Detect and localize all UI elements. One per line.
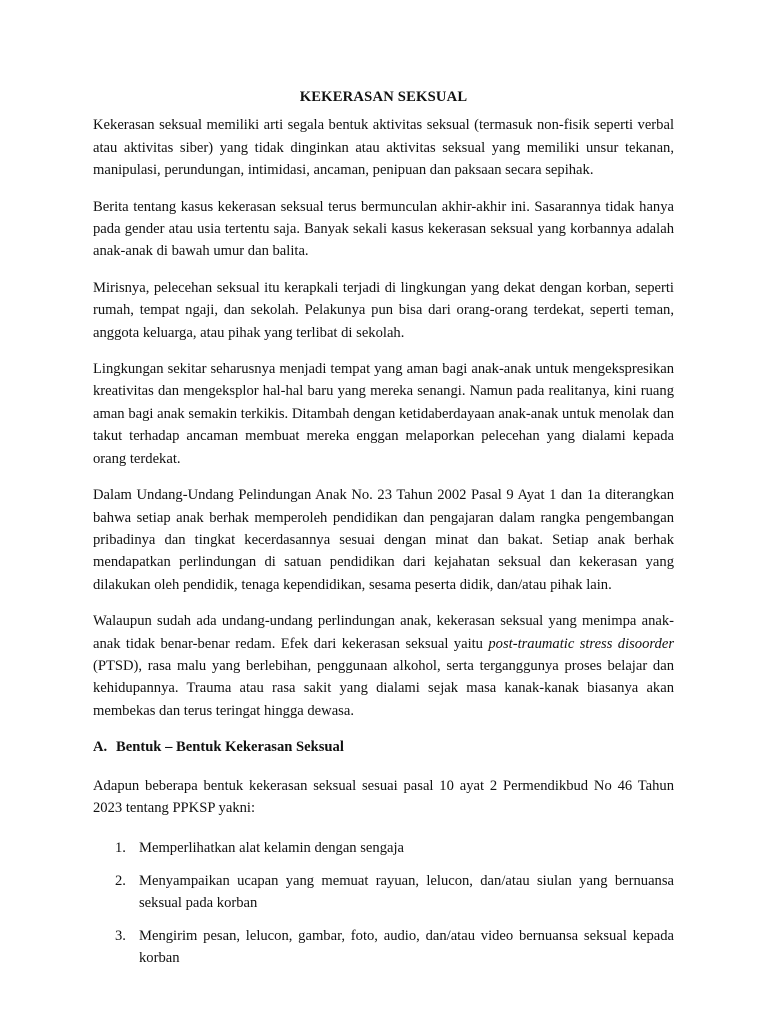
paragraph-effects-before: Walaupun sudah ada undang-undang perlindungan anak, kekerasan seksual yang menimpa anak-anak tidak benar-benar redam. Efek dari kekerasan seksual yaitu — [93, 613, 674, 652]
paragraph-effects-italic: post-traumatic stress disoorder — [488, 635, 674, 652]
paragraph-location: Mirisnya, pelecehan seksual itu kerapkali terjadi di lingkungan yang dekat dengan korban, seperti rumah, tempat ngaji, dan sekolah. Pelakunya pun bisa dari orang-orang terdekat, seperti teman, anggota keluarga, atau pihak yang terlibat di sekolah. — [93, 279, 674, 341]
section-heading — [93, 736, 674, 758]
list-item-text: Mengirim pesan, lelucon, gambar, foto, audio, dan/atau video bernuansa seksual kepada korban — [139, 927, 674, 966]
paragraph-effects-after: (PTSD), rasa malu yang berlebihan, penggunaan alkohol, serta terganggunya proses belajar dan kehidupannya. Trauma atau rasa sakit yang dialami sejak masa kanak-kanak biasanya akan membekas dan terus teringat hingga dewasa. — [93, 657, 674, 719]
list-item-text: Memperlihatkan alat kelamin dengan sengaja — [139, 840, 405, 857]
list-item-number: 3. — [115, 927, 126, 944]
paragraph-environment: Lingkungan sekitar seharusnya menjadi tempat yang aman bagi anak-anak untuk mengekspresikan kreativitas dan mengeksplor hal-hal baru yang mereka senangi. Namun pada realitanya, kini ruang aman bagi anak semakin terkikis. Ditambah dengan ketidaberdayaan anak-anak untuk menolak dan takut terhadap ancaman membuat mereka enggan melaporkan pelecehan yang dialami kepada orang terdekat. — [93, 361, 674, 467]
paragraph-effects — [93, 610, 674, 722]
document-title: KEKERASAN SEKSUAL — [299, 89, 468, 105]
section-intro: Adapun beberapa bentuk kekerasan seksual sesuai pasal 10 ayat 2 Permendikbud No 46 Tahun 2023 tentang PPKSP yakni: — [93, 777, 674, 816]
list-item-number: 1. — [115, 840, 126, 857]
section-letter: A. — [93, 739, 108, 756]
paragraph-law: Dalam Undang-Undang Pelindungan Anak No. 23 Tahun 2002 Pasal 9 Ayat 1 dan 1a diterangkan bahwa setiap anak berhak memperoleh pendidikan dan pengajaran dalam rangka pengembangan pribadinya dan tingkat kecerdasannya sesuai dengan minat dan bakat. Setiap anak berhak mendapatkan perlindungan di satuan pendidikan dari kejahatan seksual dan kekerasan yang dilakukan oleh pendidik, tenaga kependidikan, sesama peserta didik, dan/atau pihak lain. — [93, 487, 674, 593]
list-item-number: 2. — [115, 872, 126, 889]
list-item — [93, 870, 674, 915]
paragraph-definition: Kekerasan seksual memiliki arti segala bentuk aktivitas seksual (termasuk non-fisik seperti verbal atau aktivitas siber) yang tidak dinginkan atau aktivitas seksual yang memiliki unsur tekanan, manipulasi, perundungan, intimidasi, ancaman, penipuan dan paksaan secara sepihak. — [93, 117, 674, 179]
forms-list — [93, 837, 674, 969]
list-item — [93, 837, 674, 859]
section-heading-text: Bentuk – Bentuk Kekerasan Seksual — [116, 739, 344, 756]
list-item-text: Menyampaikan ucapan yang memuat rayuan, lelucon, dan/atau siulan yang bernuansa seksual pada korban — [139, 872, 674, 912]
list-item — [93, 925, 674, 970]
document-page — [93, 86, 674, 979]
paragraph-news: Berita tentang kasus kekerasan seksual terus bermunculan akhir-akhir ini. Sasarannya tidak hanya pada gender atau usia tertentu saja. Banyak sekali kasus kekerasan seksual yang korbannya adalah anak-anak di bawah umur dan balita. — [93, 198, 674, 260]
